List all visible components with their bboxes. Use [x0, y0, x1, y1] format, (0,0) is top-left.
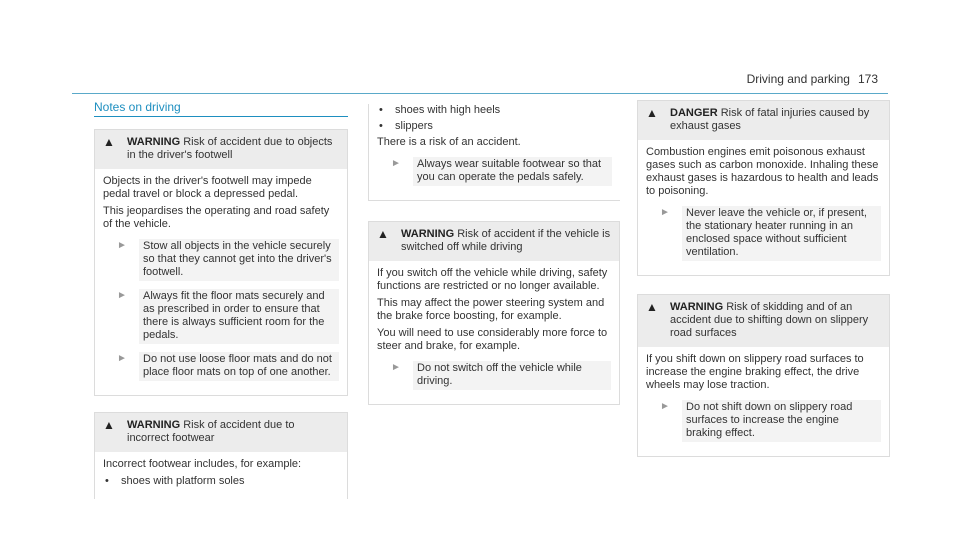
warning-body: [369, 261, 619, 404]
page-header: [747, 72, 878, 86]
warning-triangle-icon: ▲: [646, 300, 658, 314]
section-title: Notes on driving: [94, 100, 348, 117]
warning-header: [369, 222, 619, 261]
list-item-text: shoes with high heels: [395, 104, 501, 116]
arrow-icon: ►: [391, 362, 401, 373]
danger-text: Combustion engines emit poisonous exhaust gases such as carbon monoxide. Inhaling these exhaust gases is hazardous to health and leads to poisoning.: [646, 146, 879, 197]
bullet-icon: •: [105, 475, 109, 487]
step-text: Do not switch off the vehicle while driving.: [413, 361, 611, 390]
warning-box-switch-off: [368, 221, 620, 405]
warning-continuation: [368, 104, 620, 200]
column-2: [368, 100, 620, 421]
warning-heading: Risk of accident if the vehicle is switched off while driving: [401, 228, 611, 253]
action-step: [103, 289, 339, 344]
warning-body: [95, 452, 347, 499]
column-3: [637, 100, 890, 473]
warning-triangle-icon: ▲: [377, 227, 389, 241]
action-step: [103, 352, 339, 381]
list-item: [377, 104, 612, 117]
warning-text: You will need to use considerably more force to steer and brake, for example.: [377, 327, 608, 352]
arrow-icon: ►: [117, 290, 127, 301]
warning-text: Incorrect footwear includes, for example:: [103, 458, 302, 470]
danger-heading: Risk of fatal injuries caused by exhaust gases: [670, 107, 870, 132]
list-item: [103, 475, 339, 488]
arrow-icon: ►: [660, 207, 670, 218]
danger-header: [638, 101, 889, 140]
warning-box-objects: [94, 129, 348, 396]
list-item-text: slippers: [395, 120, 433, 132]
list-item-text: shoes with platform soles: [121, 475, 245, 487]
warning-label: WARNING: [127, 419, 181, 431]
action-step: [646, 206, 881, 261]
action-step: [377, 157, 612, 186]
warning-header: [95, 413, 347, 452]
warning-body: [638, 347, 889, 456]
warning-text: There is a risk of an accident.: [377, 136, 521, 148]
page-number: 173: [857, 72, 878, 86]
warning-text: If you switch off the vehicle while driving, safety functions are restricted or no longer available.: [377, 267, 608, 292]
action-step: [103, 239, 339, 281]
arrow-icon: ►: [391, 158, 401, 169]
warning-header: [95, 130, 347, 169]
warning-box-skidding: [637, 294, 890, 457]
step-text: Do not shift down on slippery road surfaces to increase the engine braking effect.: [682, 400, 881, 442]
warning-text: This jeopardises the operating and road safety of the vehicle.: [103, 205, 330, 230]
step-text: Always fit the floor mats securely and as prescribed in order to ensure that there is always sufficient room for the pedals.: [139, 289, 339, 344]
warning-label: WARNING: [401, 228, 455, 240]
step-text: Do not use loose floor mats and do not place floor mats on top of one another.: [139, 352, 339, 381]
header-rule: [72, 93, 888, 94]
warning-label: WARNING: [670, 301, 724, 313]
step-text: Stow all objects in the vehicle securely so that they cannot get into the driver's footwell.: [139, 239, 339, 281]
warning-body: [95, 169, 347, 395]
warning-box-footwear: [94, 412, 348, 499]
warning-triangle-icon: ▲: [646, 106, 658, 120]
list-item: [377, 120, 612, 133]
warning-label: WARNING: [127, 136, 181, 148]
step-text: Always wear suitable footwear so that you can operate the pedals safely.: [413, 157, 612, 186]
warning-text: This may affect the power steering system and the brake force boosting, for example.: [377, 297, 605, 322]
bullet-icon: •: [379, 120, 383, 132]
warning-heading: Risk of accident due to incorrect footwear: [127, 419, 295, 444]
danger-label: DANGER: [670, 107, 718, 119]
step-text: Never leave the vehicle or, if present, the stationary heater running in an enclosed space without sufficient ventilation.: [682, 206, 881, 261]
warning-header: [638, 295, 889, 347]
action-step: [646, 400, 881, 442]
bullet-icon: •: [379, 104, 383, 116]
warning-heading: Risk of skidding and of an accident due to shifting down on slippery road surfaces: [670, 301, 869, 339]
arrow-icon: ►: [117, 240, 127, 251]
warning-triangle-icon: ▲: [103, 135, 115, 149]
section-name: Driving and parking: [746, 72, 850, 86]
danger-body: [638, 140, 889, 275]
warning-heading: Risk of accident due to objects in the driver's footwell: [127, 136, 333, 161]
warning-text: If you shift down on slippery road surfaces to increase the engine braking effect, the drive wheels may lose traction.: [646, 353, 864, 391]
column-1: [94, 100, 348, 515]
warning-triangle-icon: ▲: [103, 418, 115, 432]
arrow-icon: ►: [117, 353, 127, 364]
danger-box-exhaust: [637, 100, 890, 276]
arrow-icon: ►: [660, 401, 670, 412]
action-step: [377, 361, 611, 390]
warning-text: Objects in the driver's footwell may impede pedal travel or block a depressed pedal.: [103, 175, 312, 200]
